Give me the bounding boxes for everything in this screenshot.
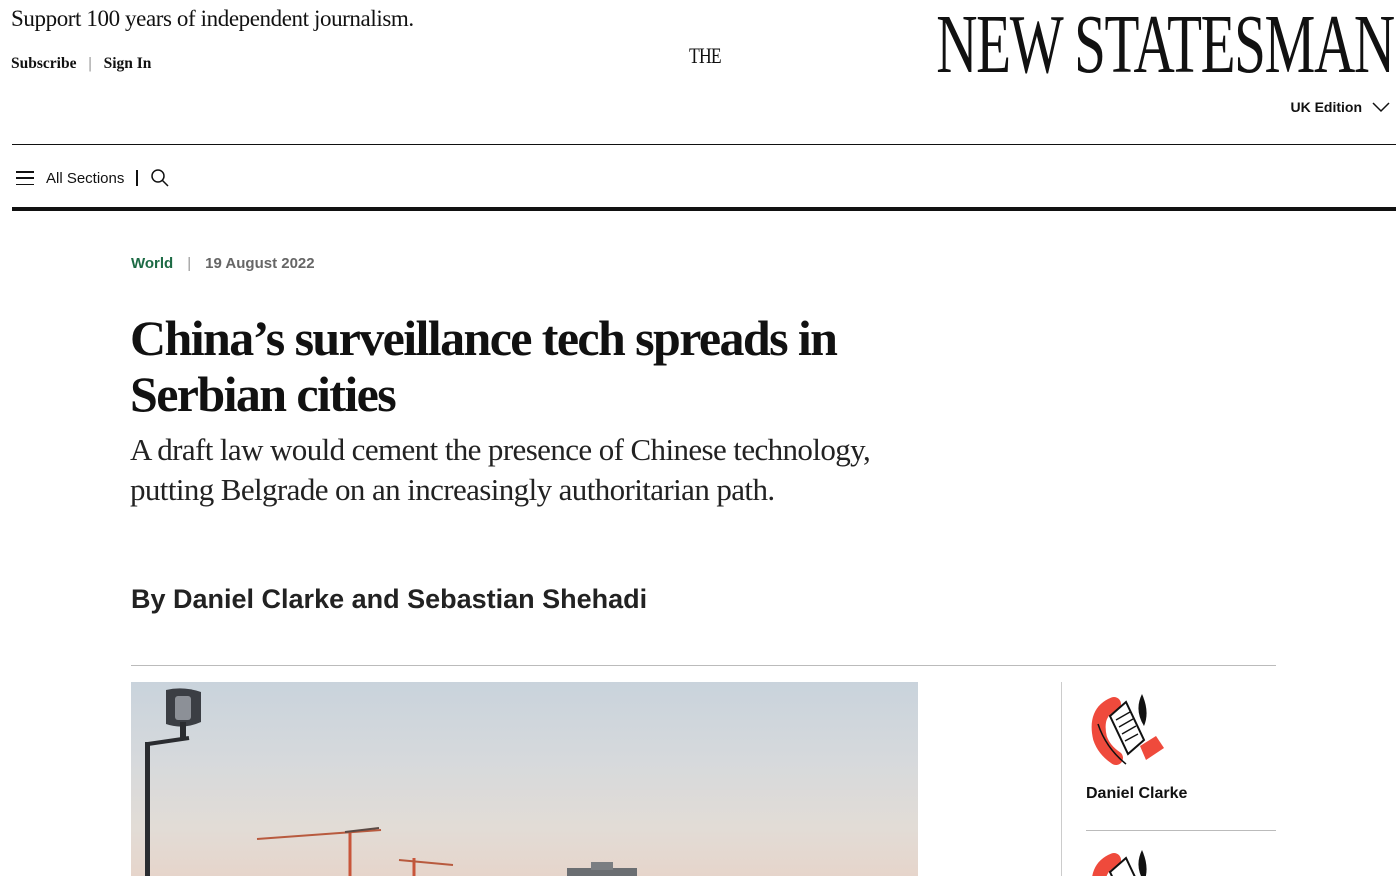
author-card[interactable] bbox=[1086, 844, 1276, 876]
logo-name: NEW STATESMAN bbox=[936, 0, 1394, 91]
section-link[interactable]: World bbox=[131, 255, 174, 272]
article-headline: China’s surveillance tech spreads in Serbian cities bbox=[130, 310, 837, 422]
site-logo[interactable] bbox=[689, 0, 1394, 91]
article-standfirst: A draft law would cement the presence of Chinese technology, putting Belgrade on an increasingly authoritarian path. bbox=[130, 432, 871, 507]
sidebar-divider bbox=[1061, 682, 1062, 876]
subscribe-link[interactable]: Subscribe bbox=[11, 55, 77, 72]
account-separator: | bbox=[88, 55, 92, 72]
edition-selector[interactable] bbox=[1290, 99, 1390, 115]
logo-the: THE bbox=[689, 43, 722, 68]
article-meta bbox=[131, 255, 315, 272]
all-sections-button[interactable]: All Sections bbox=[46, 169, 125, 187]
content-divider bbox=[131, 665, 1276, 666]
hamburger-icon[interactable] bbox=[16, 171, 34, 185]
meta-separator: | bbox=[187, 255, 192, 272]
account-links bbox=[11, 55, 151, 73]
hero-image bbox=[131, 682, 918, 876]
nav-divider-thick bbox=[12, 207, 1396, 211]
author-illustration-icon bbox=[1086, 844, 1166, 876]
edition-label: UK Edition bbox=[1290, 99, 1362, 115]
article-byline: By Daniel Clarke and Sebastian Shehadi bbox=[131, 584, 648, 614]
sign-in-link[interactable]: Sign In bbox=[103, 55, 152, 72]
article-date: 19 August 2022 bbox=[205, 255, 315, 272]
nav-divider bbox=[136, 170, 138, 186]
author-divider bbox=[1086, 830, 1276, 831]
author-name[interactable]: Daniel Clarke bbox=[1086, 785, 1188, 802]
search-icon[interactable] bbox=[150, 168, 170, 188]
nav-bar bbox=[16, 166, 170, 190]
header-divider bbox=[12, 144, 1396, 145]
chevron-down-icon bbox=[1372, 101, 1390, 113]
author-illustration-icon bbox=[1086, 688, 1166, 768]
support-promo-text: Support 100 years of independent journalism. bbox=[11, 6, 414, 31]
author-card[interactable] bbox=[1086, 688, 1276, 803]
